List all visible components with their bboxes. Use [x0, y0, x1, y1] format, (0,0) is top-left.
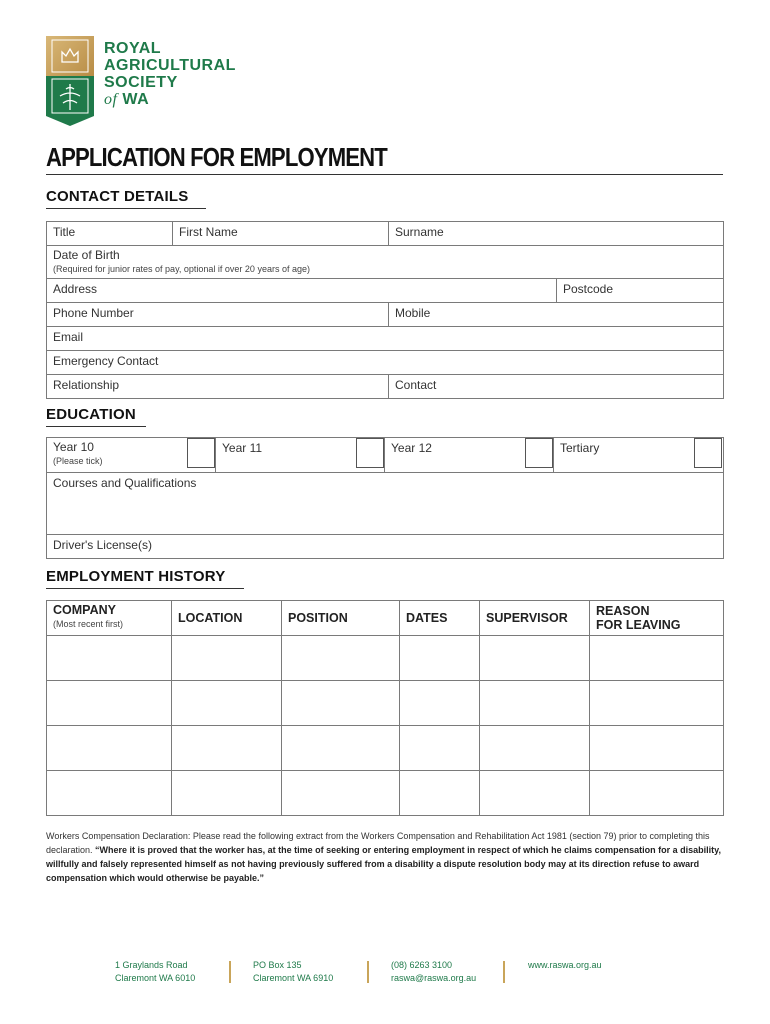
address-field[interactable]: [47, 279, 557, 303]
position-header: POSITION: [282, 601, 400, 636]
table-cell[interactable]: [47, 726, 172, 771]
phone-label: Phone Number: [53, 306, 134, 320]
address-label: Address: [53, 282, 98, 296]
year10-label: Year 10: [53, 440, 94, 454]
logo-line-2: AGRICULTURAL: [104, 57, 236, 74]
courses-label: Courses and Qualifications: [53, 476, 197, 490]
declaration-intro: Workers Compensation Declaration: Please read the following extract from the Workers Compensation and Rehabilitation Act 1981 (section 79) prior to completing this declaration.: [46, 831, 710, 855]
table-cell[interactable]: [400, 636, 480, 681]
logo-notch: [46, 116, 94, 126]
employment-heading: EMPLOYMENT HISTORY: [46, 568, 226, 585]
footer-separator: [503, 961, 505, 983]
employment-table: [46, 600, 724, 816]
logo-line-3: SOCIETY: [104, 74, 178, 91]
year11-checkbox[interactable]: [356, 438, 384, 468]
crown-icon: [46, 36, 94, 76]
title-divider: [46, 174, 723, 175]
footer-po-1: PO Box 135: [253, 960, 302, 970]
footer-separator: [229, 961, 231, 983]
contact-label: Contact: [395, 378, 437, 392]
footer-addr-2: Claremont WA 6010: [115, 973, 196, 983]
email-label: Email: [53, 330, 84, 344]
dates-header: DATES: [400, 601, 480, 636]
reason-label-2: FOR LEAVING: [596, 618, 681, 632]
year11-label: Year 11: [222, 441, 263, 455]
footer-po-2: Claremont WA 6910: [253, 973, 334, 983]
year12-checkbox[interactable]: [525, 438, 553, 468]
logo-line-1: ROYAL: [104, 40, 162, 57]
page-title: APPLICATION FOR EMPLOYMENT: [46, 142, 387, 172]
relationship-field[interactable]: [47, 375, 389, 399]
contact-table: [46, 221, 724, 399]
license-field[interactable]: [47, 535, 724, 559]
reason-label-1: REASON: [596, 604, 650, 618]
table-cell[interactable]: [590, 636, 724, 681]
title-label: Title: [53, 225, 76, 239]
table-cell[interactable]: [172, 681, 282, 726]
table-cell[interactable]: [282, 636, 400, 681]
first-name-field[interactable]: [173, 222, 389, 246]
company-label: COMPANY: [53, 603, 116, 617]
emergency-contact-label: Emergency Contact: [53, 354, 159, 368]
table-cell[interactable]: [400, 726, 480, 771]
dob-note: (Required for junior rates of pay, optional if over 20 years of age): [53, 264, 310, 274]
license-label: Driver's License(s): [53, 538, 152, 552]
contact-heading-rule: [46, 208, 206, 209]
footer-addr-1: 1 Graylands Road: [115, 960, 188, 970]
relationship-label: Relationship: [53, 378, 120, 392]
year10-checkbox[interactable]: [187, 438, 215, 468]
postcode-field[interactable]: [557, 279, 724, 303]
logo-wa: WA: [122, 91, 150, 108]
title-field[interactable]: [47, 222, 173, 246]
table-cell[interactable]: [590, 726, 724, 771]
table-cell[interactable]: [47, 681, 172, 726]
table-cell[interactable]: [480, 636, 590, 681]
table-row: [47, 636, 724, 681]
tertiary-checkbox[interactable]: [694, 438, 722, 468]
table-cell[interactable]: [480, 726, 590, 771]
table-cell[interactable]: [172, 771, 282, 816]
courses-field[interactable]: [47, 473, 724, 535]
footer-phone[interactable]: (08) 6263 3100: [391, 960, 453, 970]
dob-label: Date of Birth: [53, 248, 120, 262]
phone-field[interactable]: [47, 303, 389, 327]
contact-field[interactable]: [389, 375, 724, 399]
mobile-field[interactable]: [389, 303, 724, 327]
education-heading-rule: [46, 426, 146, 427]
table-cell[interactable]: [590, 771, 724, 816]
table-cell[interactable]: [400, 771, 480, 816]
table-cell[interactable]: [282, 771, 400, 816]
table-cell[interactable]: [282, 726, 400, 771]
education-heading: EDUCATION: [46, 406, 136, 423]
logo-of: of: [104, 91, 118, 108]
tertiary-label: Tertiary: [560, 441, 600, 455]
surname-label: Surname: [395, 225, 444, 239]
footer-website[interactable]: www.raswa.org.au: [528, 960, 602, 970]
company-header: [47, 601, 172, 636]
table-cell[interactable]: [47, 636, 172, 681]
footer-email[interactable]: raswa@raswa.org.au: [391, 973, 477, 983]
emergency-contact-field[interactable]: [47, 351, 724, 375]
logo-line-4: [104, 91, 236, 108]
first-name-label: First Name: [179, 225, 238, 239]
postcode-label: Postcode: [563, 282, 614, 296]
footer-po-box: [253, 959, 333, 985]
contact-heading: CONTACT DETAILS: [46, 188, 189, 205]
footer-street-address: [115, 959, 195, 985]
footer-contact: [391, 959, 476, 985]
table-cell[interactable]: [282, 681, 400, 726]
table-row: [47, 771, 724, 816]
table-cell[interactable]: [590, 681, 724, 726]
dob-field[interactable]: [47, 246, 724, 279]
logo-crown-panel: [46, 36, 94, 76]
table-cell[interactable]: [480, 771, 590, 816]
footer-separator: [367, 961, 369, 983]
employment-heading-rule: [46, 588, 244, 589]
compensation-declaration: [46, 829, 726, 885]
table-cell[interactable]: [400, 681, 480, 726]
table-row: [47, 681, 724, 726]
table-cell[interactable]: [172, 726, 282, 771]
table-cell[interactable]: [47, 771, 172, 816]
year12-label: Year 12: [391, 441, 432, 455]
logo-wordmark: [104, 40, 236, 108]
table-row: [47, 726, 724, 771]
education-table: [46, 437, 724, 559]
please-tick-note: (Please tick): [53, 456, 103, 466]
reason-header: [590, 601, 724, 636]
surname-field[interactable]: [389, 222, 724, 246]
mobile-label: Mobile: [395, 306, 431, 320]
table-cell[interactable]: [172, 636, 282, 681]
supervisor-header: SUPERVISOR: [480, 601, 590, 636]
declaration-quote: “Where it is proved that the worker has, at the time of seeking or entering employment in respect of which he claims compensation for a disability, willfully and falsely represented himself as not having previously suffered from a disability a dispute resolution body may at its direction refuse to award compensation which would otherwise be payable.”: [46, 845, 722, 883]
table-cell[interactable]: [480, 681, 590, 726]
most-recent-note: (Most recent first): [53, 619, 124, 629]
email-field[interactable]: [47, 327, 724, 351]
location-header: LOCATION: [172, 601, 282, 636]
